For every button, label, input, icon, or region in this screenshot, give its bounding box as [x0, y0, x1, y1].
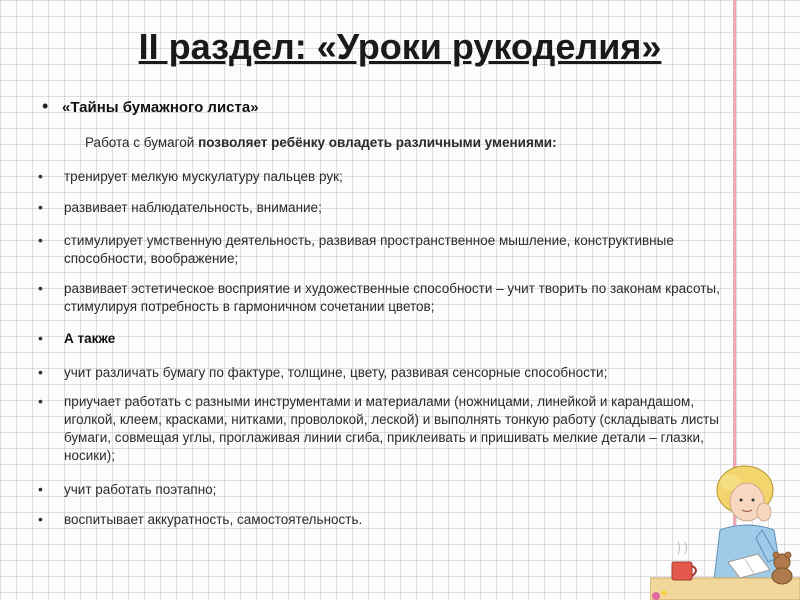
list-bullet: • [38, 168, 43, 184]
intro-plain-text: Работа с бумагой [85, 135, 199, 150]
intro-paragraph [85, 134, 705, 152]
list-bullet: • [38, 232, 43, 248]
slide-title: II раздел: «Уроки рукоделия» [138, 26, 662, 67]
list-item: учит различать бумагу по фактуре, толщине, цвету, развивая сенсорные способности; [64, 365, 608, 380]
list-bullet: • [38, 280, 43, 296]
list-item: воспитывает аккуратность, самостоятельность. [64, 512, 363, 527]
list-item: развивает эстетическое восприятие и художественные способности – учит творить по законам красоты, стимулируя потребность в гармоничном сочетании цветов; [64, 281, 720, 314]
list-bullet: • [38, 481, 43, 497]
section-subtitle: «Тайны бумажного листа» [62, 99, 259, 116]
girl-reading-illustration [650, 450, 800, 600]
list-bullet: • [38, 393, 43, 409]
list-item-also: А также [64, 331, 116, 346]
subtitle-bullet: • [42, 96, 49, 116]
list-item: стимулирует умственную деятельность, развивая пространственное мышление, конструктивные способности, воображение; [64, 233, 674, 266]
list-bullet: • [38, 511, 43, 527]
list-bullet: • [38, 330, 43, 346]
list-item: тренирует мелкую мускулатуру пальцев рук; [64, 169, 343, 184]
list-item: приучает работать с разными инструментами и материалами (ножницами, линейкой и карандашом, иголкой, клеем, красками, нитками, проволокой, леской) и выполнять тонкую работу (складывать листы бумаги, совмещая углы, проглаживая линии сгиба, приклеивать и пришивать мелкие детали – глазки, носики); [64, 394, 720, 463]
list-bullet: • [38, 199, 43, 215]
intro-bold-text: позволяет ребёнку овладеть различными умениями: [198, 135, 557, 150]
list-item: развивает наблюдательность, внимание; [64, 200, 322, 215]
list-bullet: • [38, 364, 43, 380]
list-item: учит работать поэтапно; [64, 482, 217, 497]
